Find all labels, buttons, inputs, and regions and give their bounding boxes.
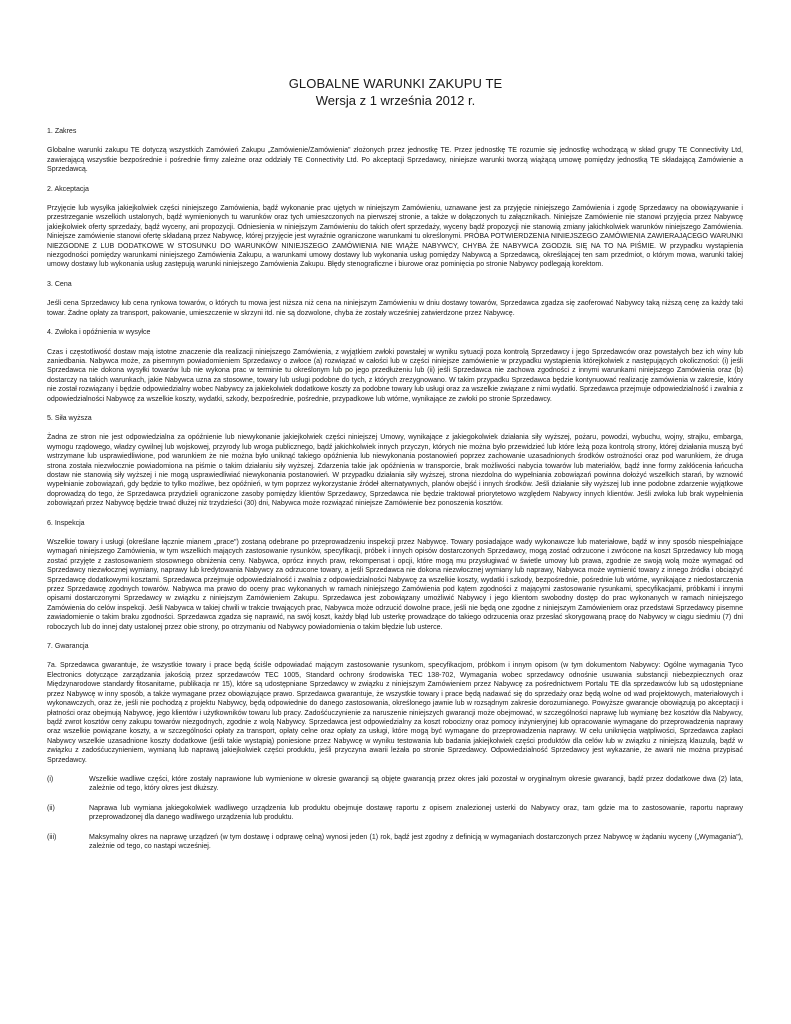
title-block xyxy=(0,76,791,109)
list-marker: (iii) xyxy=(47,833,57,841)
section-paragraph: Czas i częstotliwość dostaw mają istotne znaczenie dla realizacji niniejszego Zamówienia, z wyjątkiem zwłoki powstałej w wyniku sytuacji poza kontrolą Sprzedawcy i jego Sprzedawców oraz powstałych bez ich winy lub zaniedbania. Nabywca może, za pisemnym powiadomieniem Sprzedawcy o zwłoce (a) rozwiązać w całości lub w części niniejsze zamówienie w przypadku wystąpienia którejkolwiek z następujących okoliczności: (i) jeśli Sprzedawca nie dokona wysyłki towarów lub nie wykona prac w terminie tu określonym lub po jego przedłużeniu lub (ii) jeśli Sprzedawca nie zachowa zgodności z innymi warunkami niniejszego Zamówienia oraz (b) dostarczy na takich warunkach, jakie Nabywca uzna za stosowne, towary lub usługi podobne do tych, z których zrezygnowano. W takim przypadku Sprzedawca będzie kontynuować realizację zamówienia w zakresie, który nie został rozwiązany i będzie odpowiedzialny wobec Nabywcy za jakiekolwiek dodatkowe koszty za podobne towary lub usługi oraz za wszelkie związane z nimi wydatki. Sprzedawca przejmuje odpowiedzialność i zwalnia z odpowiedzialności Nabywcę za wszelkie koszty, wydatki, szkody, bezpośrednie, pośrednie, przypadkowe lub wtórne, wynikające ze zwłoki po stronie Sprzedawcy. xyxy=(47,348,743,403)
list-item-text: Naprawa lub wymiana jakiegokolwiek wadliwego urządzenia lub produktu obejmuje dostawę raportu z opisem znalezionej usterki do Nabywcy oraz, tam gdzie ma to zastosowanie, raportu naprawy przeprowadzonej dla danego wadliwego urządzenia lub produktu. xyxy=(89,804,743,822)
list-item-text: Maksymalny okres na naprawę urządzeń (w tym dostawę i odprawę celną) wynosi jeden (1) rok, bądź jest zgodny z definicją w wymaganiach dostarczonych przez Nabywcę w żądaniu wyceny („Wymagania"), zależnie od tego, co nastąpi wcześniej. xyxy=(89,833,743,850)
section-paragraph: Globalne warunki zakupu TE dotyczą wszystkich Zamówień Zakupu „Zamówienie/Zamówienia" złożonych przez jednostkę TE. Przez jednostkę TE rozumie się jednostkę wchodzącą w skład grupy TE Connectivity Ltd, zawierającą wszystkie bezpośrednie i pośrednie firmy zależne oraz oddziały TE Connectivity Ltd. Po akceptacji Sprzedawcy, niniejsze warunki tworzą wiążącą umowę pomiędzy jednostką TE składającą Zamówienie a Sprzedawcą. xyxy=(47,147,743,174)
section-heading: 1. Zakres xyxy=(47,128,77,135)
section-sila-wyzsza xyxy=(47,414,743,509)
section-cena xyxy=(47,280,743,318)
list-item xyxy=(47,775,743,794)
list-item xyxy=(47,833,743,852)
section-paragraph: Jeśli cena Sprzedawcy lub cena rynkowa towarów, o których tu mowa jest niższa niż cena na niniejszym Zamówieniu w dniu dostawy towarów, Sprzedawca zgadza się zaoferować Nabywcy taką niższą cenę za każdy taki towar. Żadne opłaty za transport, pakowanie, umieszczenie w skrzyni itd. nie są dozwolone, chyba że zostały wcześniej zatwierdzone przez Nabywcę. xyxy=(47,300,743,317)
list-marker: (ii) xyxy=(47,804,55,812)
section-heading: 6. Inspekcja xyxy=(47,519,85,527)
section-heading: 4. Zwłoka i opóźnienia w wysyłce xyxy=(47,329,151,337)
warranty-list xyxy=(47,775,743,851)
section-paragraph: Przyjęcie lub wysyłka jakiejkolwiek części niniejszego Zamówienia, bądź wykonanie prac ujętych w niniejszym Zamówieniu, uznawane jest za przyjęcie niniejszego Zamówienia i zgodę Sprzedawcy na obowiązywanie i przestrzeganie wszelkich ustalonych, bądź wymienionych tu warunków oraz tych umieszczonych na pierwszej stronie, a także w dołączonych tu załącznikach. Niniejsze Zamówienie nie stanowi przyjęcia przez Nabywcę jakiejkolwiek oferty sprzedaży, bądź wyceny, ani propozycji. Odniesienia w niniejszym Zamówieniu do takich ofert sprzedaży, wyceny bądź propozycji nie stanowią zmiany jakichkolwiek warunków niniejszego Zamówienia. Niniejsze zamówienie stanowi ofertę składaną przez Nabywcę, której przyjęcie jest wyraźnie ograniczone warunkami tu określonymi. PRÓBA POTWIERDZENIA NINIEJSZEGO ZAMÓWIENIA ZAWIERAJĄCEGO WARUNKI NIEZGODNE Z LUB DODATKOWE W STOSUNKU DO WARUNKÓW NINIEJSZEGO ZAMÓWIENIA NIE WIĄŻE NABYWCY, CHYBA ŻE NABYWCA ZGODZIŁ SIĘ NA TO NA PIŚMIE. W przypadku wystąpienia niezgodności pomiędzy warunkami niniejszego Zamówienia Zakupu, a warunkami umowy dostawy lub wykonania usług pomiędzy Nabywcą a Sprzedawcą, określającej ten sam przedmiot, o którym mowa, warunki takiej umowy dostawy lub wykonania usług zastępują warunki niniejszego Zamówienia Zakupu. Błędy stenograficzne i biurowe oraz pominięcia po stronie Nabywcy podlegają korektom. xyxy=(47,205,743,269)
section-zwloka xyxy=(47,328,743,404)
document-title: GLOBALNE WARUNKI ZAKUPU TE xyxy=(288,76,503,91)
section-heading: 5. Siła wyższa xyxy=(47,414,92,422)
list-marker: (i) xyxy=(47,775,54,783)
document-subtitle: Wersja z 1 września 2012 r. xyxy=(315,93,476,108)
section-heading: 2. Akceptacja xyxy=(47,185,89,193)
section-paragraph: Żadna ze stron nie jest odpowiedzialna za opóźnienie lub niewykonanie jakiejkolwiek części niniejszej Umowy, wynikające z jakiegokolwiek działania siły wyższej, pożaru, powodzi, wybuchu, wojny, strajku, embarga, wymogu rządowego, władzy cywilnej lub wojskowej, przyrody lub wroga publicznego, bądź jakichkolwiek innych przyczyn, których nie można było przewidzieć lub które leżą poza kontrolą strony, której działania muszą być wstrzymane lub usprawiedliwione, pod warunkiem że nie można było uniknąć takiego opóźnienia lub niewykonania postanowień poprzez zachowanie uzasadnionych środków ostrożności oraz pod warunkiem, że druga strona została niezwłocznie powiadomiona na piśmie o takim działaniu siły wyższej. Zdarzenia takie jak opóźnienia w transporcie, brak możliwości nabycia towarów lub materiałów, bądź inne formy zakłócenia łańcucha dostaw nie stanowią siły wyższej i nie mogą usprawiedliwiać niewykonania postanowień. W przypadku działania siły wyższej, strona niezdolna do wypełniania zobowiązań powinna dołożyć wszelkich starań, by wznowić wypełnianie zobowiązań, gdy będzie to tylko możliwe, bez opóźnień, w tym poprzez wykorzystanie źródeł alternatywnych, planów obejść i innych środków. Jeśli działanie siły wyższej lub inne podobne zdarzenie wyjątkowe doprowadzą do tego, że Sprzedawca przydzieli ograniczone zasoby pomiędzy klientów Sprzedawcy, Sprzedawca nie będzie traktował priorytetowo względem Nabywcy innych klientów. Jeśli zwłoka lub brak wypełnienia zobowiązań przez Nabywcę będzie trwać dłużej niż trzydzieści (30) dni, Nabywca może rozwiązać niniejsze Zamówienie bez ponoszenia kosztów. xyxy=(47,434,743,508)
section-paragraph: 7a. Sprzedawca gwarantuje, że wszystkie towary i prace będą ściśle odpowiadać mającym zastosowanie rysunkom, specyfikacjom, próbkom i innym opisom (w tym dokumentom Nabywcy: Ogólne wymagania Tyco Electronics dotyczące zarządzania jakością przez sprzedawców TEC 1005, Standard ochrony środowiska TEC 138-702, Wymagania wobec sprzedawcy odnośnie usuwania substancji niebezpiecznych oraz Międzynarodowe standardy fitosanitarne, publikacja nr 15), które są udostępniane Sprzedawcy w związku z niniejszym Zamówieniem przez Nabywcę za pośrednictwem Portalu TE dla sprzedawców lub są udostępniane przez Nabywcę w inny sposób, a także wymagane przez obowiązujące prawo. Sprzedawca gwarantuje, że wszystkie towary i prace będą nadawać się do sprzedaży oraz będą wolne od wad projektowych, materiałowych i wykonawczych, oraz że, jeśli nie pochodzą z projektu Nabywcy, będą odpowiednie do danego zastosowania, określonego jawnie lub w rozsądnym zakresie dorozumianego. Powyższe gwarancje obowiązują po akceptacji i płatności oraz obejmują Nabywcę, jego klientów i użytkowników towaru lub pracy. Zadośćuczynienie za naruszenie niniejszych gwarancji może obejmować, w szczególności naprawę lub wymianę bez kosztów dla Nabywcy, bądź zwrot kosztów ceny zakupu towarów niezgodnych, zgodnie z wolą Nabywcy. Sprzedawca jest odpowiedzialny za koszt robocizny oraz pomocy inżynieryjnej lub opracowanie wymagane do przeprowadzenia naprawy oraz wszelkie powiązane koszty, a w szczególności opłaty za transport, opłaty celne oraz opłaty za usługi, które mogą być wymagane do przeprowadzenia naprawy. W celu uniknięcia wątpliwości, Sprzedawca zapłaci Nabywcy wszelkie uzasadnione koszty dodatkowe (jeśli takie wystąpią) poniesione przez Nabywcę w wyniku testowania lub badania jakiejkolwiek części produktów dla celów lub w związku z niniejszą klauzulą, bądź w związku z zadośćuczynieniem, wymianą lub naprawą jakiejkolwiek części produktu, jeśli przyczyna awarii leżała po stronie Sprzedawcy. Odpowiedzialność Sprzedawcy jest wykazanie, że awarii nie można przypisać Sprzedawcy. xyxy=(47,662,743,764)
section-akceptacja xyxy=(47,185,743,270)
section-heading: 7. Gwarancja xyxy=(47,643,89,651)
section-inspekcja xyxy=(47,519,743,632)
list-item xyxy=(47,804,743,823)
section-zakres xyxy=(47,127,743,175)
document-body xyxy=(47,127,743,861)
list-item-text: Wszelkie wadliwe części, które zostały naprawione lub wymienione w okresie gwarancji są objęte gwarancją przez okres jaki pozostał w oryginalnym okresie gwarancji, bądź przez dodatkowe dwa (2) lata, zależnie od tego, który okres jest dłuższy. xyxy=(89,775,743,793)
section-paragraph: Wszelkie towary i usługi (określane łącznie mianem „prace") zostaną odebrane po przeprowadzeniu inspekcji przez Nabywcę. Towary posiadające wady wykonawcze lub materiałowe, bądź w inny sposób niespełniające wymagań niniejszego Zamówienia, w tym wszelkich mających zastosowanie rysunków, specyfikacji, próbek i innych opisów dostarczonych Sprzedawcy, mogą zostać odrzucone i zwrócone na koszt Sprzedawcy lub mogą zostać przyjęte z zastosowaniem stosownego obniżenia ceny. Nabywca, oprócz innych praw, rekompensat i opcji, które mogą mu przysługiwać w świetle umowy lub prawa, zgodnie ze swoją wolą może wymagać od Sprzedawcy niezwłocznej wymiany, naprawy lub kredytowania Nabywcy za odrzucone towary, a jeśli Sprzedawca nie dokona niezwłocznej wymiany lub naprawy, Nabywca może wymienić towary z innego źródła i obciążyć Sprzedawcę dodatkowymi kosztami. Sprzedawca przejmuje odpowiedzialność i zwalnia z odpowiedzialności Nabywcę za wszelkie koszty, wydatki i szkody, bezpośrednie, pośrednie lub wtórne, wynikające z niedostarczenia przez Sprzedawcę zgodnych towarów. Nabywca ma prawo do oceny prac wykonanych w ramach niniejszego Zamówienia pod kątem zgodności z mającymi zastosowanie rysunkami, specyfikacjami, próbkami i innymi opisami dostarczonymi Sprzedawcy w związku z niniejszym Zamówieniem Zakupu. Sprzedawca jest zobowiązany umożliwić Nabywcy i jego klientom swobodny dostęp do prac wykonanych w ramach niniejszego Zamówienia do celów inspekcji. Jeśli Nabywca w takiej chwili w trakcie trwających prac, Nabywca może odrzucić dowolne prace, jeśli nie będą one zgodne z niniejszym Zamówieniem oraz przedstawi Sprzedawcy pisemne zawiadomienie o takim braku zgodności. Sprzedawca zgadza się naprawić, na swój koszt, każdy błąd lub usterkę prowadzące do takiego odrzucenia oraz przesłać skorygowaną pracę do Nabywcy w ciągu siedmiu (7) dni roboczych lub do innej daty ustalonej przez obie strony, po otrzymaniu od Nabywcy powiadomienia o takim błędzie lub usterce. xyxy=(47,539,743,631)
section-gwarancja xyxy=(47,642,743,851)
section-heading: 3. Cena xyxy=(47,280,72,288)
